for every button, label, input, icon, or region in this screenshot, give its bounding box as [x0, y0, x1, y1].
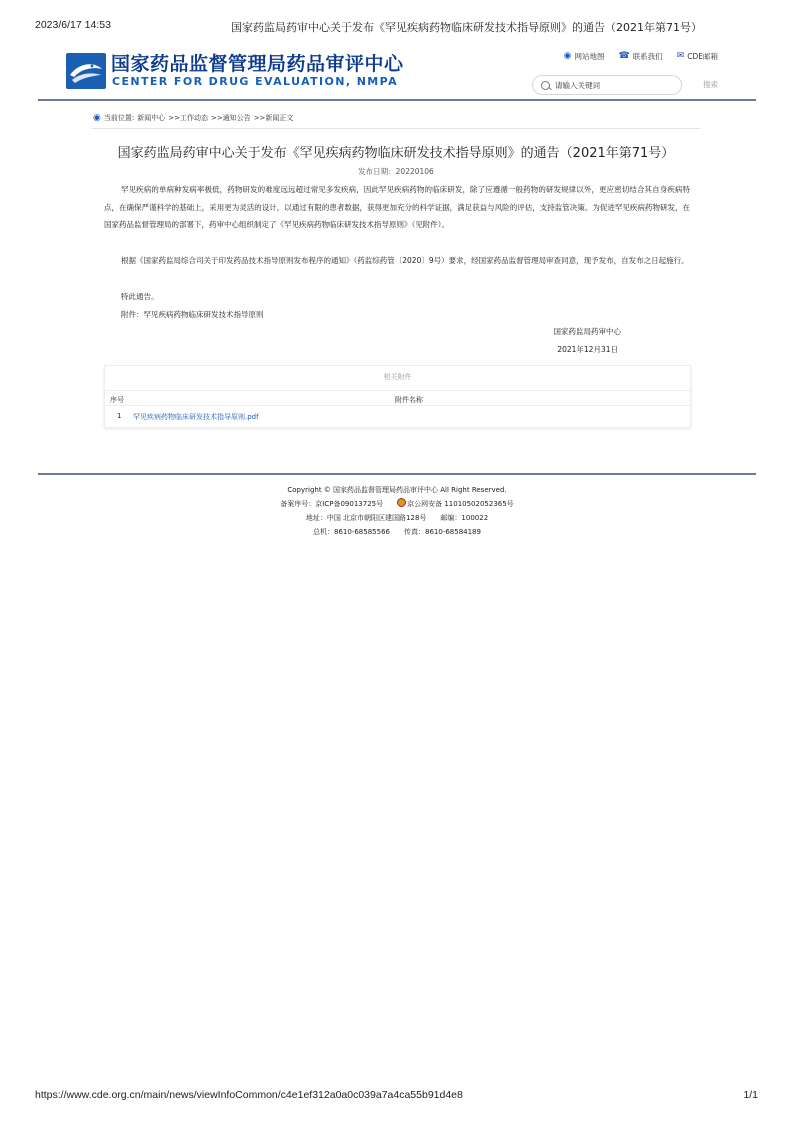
search-icon [541, 81, 550, 90]
attachments-title: 相关附件 [383, 373, 412, 381]
print-page-title: 国家药监局药审中心关于发布《罕见疾病药物临床研发技术指导原则》的通告（2021年第71号） [231, 21, 702, 34]
site-footer [38, 483, 756, 539]
print-footer [35, 1089, 758, 1105]
search-input[interactable] [555, 81, 665, 90]
article-paragraph-3: 特此通告。 [121, 292, 159, 301]
article-paragraph-1: 罕见疾病的单病种发病率极低，药物研发的难度远远超过常见多发疾病，因此罕见疾病药物的临床研发，除了应遵循一般药物的研发规律以外，更应密切结合其自身疾病特点，在确保严谨科学的基础上，采用更为灵活的设计，以通过有限的患者数据，获得更加充分的科学证据，满足获益与风险的评估，支持监管决策。为促进罕见疾病药物研发，在国家药品监督管理局的部署下，药审中心组织制定了《罕见疾病药物临床研发技术指导原则》（见附件）。 [104, 185, 690, 229]
site-header [38, 45, 756, 101]
search-box [532, 75, 682, 95]
article-attachment-note: 附件：罕见疾病药物临床研发技术指导原则 [121, 310, 264, 319]
breadcrumb-notices[interactable]: >>通知公告 [210, 114, 251, 122]
attachment-pdf-link[interactable]: 罕见疾病药物临床研发技术指导原则.pdf [133, 413, 259, 421]
footer-address: 地址：中国 北京市朝阳区建国路128号 [305, 514, 427, 522]
attachment-index: 1 [117, 412, 122, 420]
search-bar [532, 75, 718, 95]
sitemap-link-label: 网站地图 [574, 52, 605, 61]
signature-org: 国家药监局药审中心 [553, 327, 621, 336]
breadcrumb-divider [92, 128, 700, 129]
map-pin-icon: ◉ [563, 51, 572, 61]
article-paragraph-2: 根据《国家药监局综合司关于印发药品技术指导原则发布程序的通知》（药监综药管〔2020〕9号）要求，经国家药品监督管理局审查同意，现予发布，自发布之日起施行。 [121, 256, 689, 265]
search-button[interactable]: 搜索 [703, 80, 718, 89]
footer-copyright: Copyright © 国家药品监督管理局药品审评中心 All Right Reserved. [287, 486, 507, 494]
site-name-en: CENTER FOR DRUG EVALUATION, NMPA [112, 75, 399, 88]
breadcrumb-work-updates[interactable]: >>工作动态 [168, 114, 208, 122]
phone-icon: ☎ [618, 51, 630, 61]
publish-date: 发布日期：20220106 [358, 167, 434, 176]
sitemap-link[interactable] [564, 51, 605, 62]
breadcrumb [93, 113, 293, 123]
article-title: 国家药监局药审中心关于发布《罕见疾病药物临床研发技术指导原则》的通告（2021年第71号） [117, 146, 675, 161]
print-page-number: 1/1 [743, 1089, 758, 1101]
footer-postcode: 邮编：100022 [440, 514, 489, 522]
header-divider [38, 99, 756, 101]
police-badge-icon [397, 498, 406, 507]
attachments-col-name: 附件名称 [395, 396, 423, 404]
footer-registration-line [38, 497, 756, 511]
breadcrumb-news-center[interactable]: 新闻中心 [137, 114, 166, 122]
breadcrumb-prefix: 当前位置: [103, 114, 135, 122]
signature-date: 2021年12月31日 [557, 345, 618, 354]
footer-contact-line [38, 525, 756, 539]
table-row [105, 408, 690, 426]
print-url: https://www.cde.org.cn/main/news/viewInfoCommon/c4e1ef312a0a0c039a7a4ca55b91d4e8 [35, 1089, 463, 1101]
footer-divider [38, 473, 756, 475]
footer-icp[interactable]: 备案序号：京ICP备09013725号 [280, 500, 384, 508]
mailbox-link-label: CDE邮箱 [687, 52, 718, 61]
site-name-cn: 国家药品监督管理局药品审评中心 [111, 53, 404, 75]
footer-phone: 总机：8610-68585566 [313, 528, 390, 536]
footer-police-record[interactable]: 京公网安备 11010502052365号 [407, 500, 514, 508]
footer-fax: 传真：8610-68584189 [404, 528, 481, 536]
footer-address-line [38, 511, 756, 525]
location-pin-icon: ◉ [93, 113, 101, 123]
contact-link[interactable] [618, 51, 662, 62]
attachments-header-row [105, 390, 690, 406]
mail-icon: ✉ [676, 51, 685, 61]
contact-link-label: 联系我们 [632, 52, 663, 61]
cde-logo-icon[interactable] [66, 53, 106, 89]
print-datetime: 2023/6/17 14:53 [35, 19, 111, 31]
top-links [564, 51, 718, 62]
mailbox-link[interactable] [677, 51, 718, 62]
attachments-panel [104, 365, 691, 428]
breadcrumb-news-text[interactable]: >>新闻正文 [253, 114, 294, 122]
attachments-col-index: 序号 [110, 396, 124, 404]
print-header [35, 19, 758, 35]
